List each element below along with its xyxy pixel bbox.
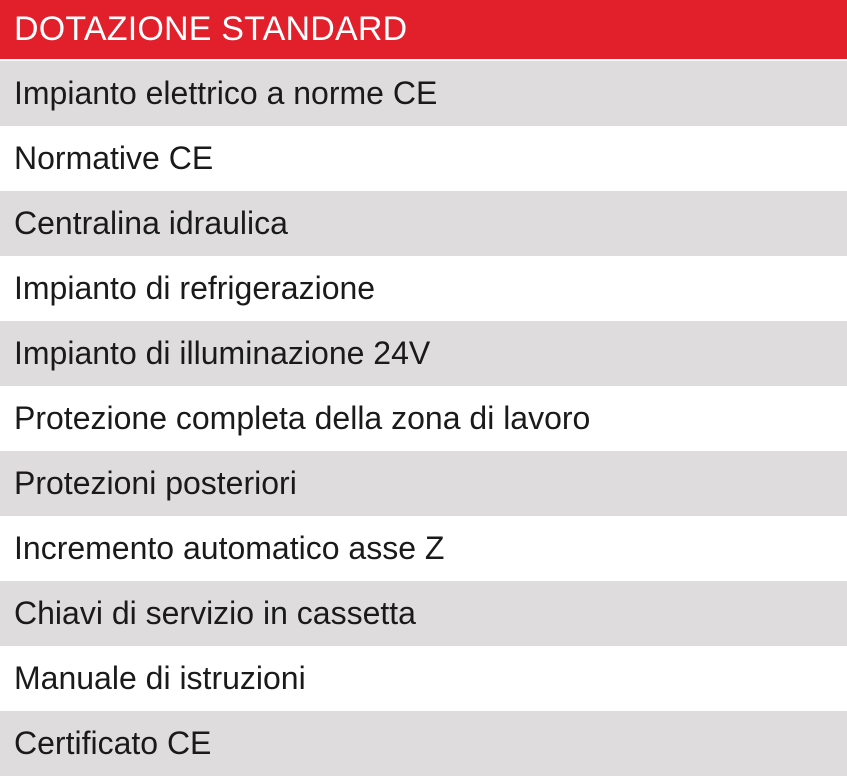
table-row bbox=[0, 646, 847, 711]
table-row bbox=[0, 581, 847, 646]
table-row bbox=[0, 256, 847, 321]
row-label: Chiavi di servizio in cassetta bbox=[14, 595, 416, 631]
table-title: DOTAZIONE STANDARD bbox=[14, 10, 408, 48]
row-label: Centralina idraulica bbox=[14, 205, 288, 241]
row-label: Impianto di refrigerazione bbox=[14, 270, 376, 306]
table-body bbox=[0, 61, 847, 776]
row-label: Protezioni posteriori bbox=[14, 465, 297, 501]
table-row bbox=[0, 126, 847, 191]
row-label: Manuale di istruzioni bbox=[14, 660, 306, 696]
table-row bbox=[0, 61, 847, 126]
row-label: Impianto di illuminazione 24V bbox=[14, 335, 431, 371]
table-row bbox=[0, 386, 847, 451]
row-label: Normative CE bbox=[14, 140, 214, 176]
row-label: Incremento automatico asse Z bbox=[14, 530, 445, 566]
row-label: Certificato CE bbox=[14, 725, 212, 761]
table-row bbox=[0, 451, 847, 516]
table-row bbox=[0, 516, 847, 581]
table-row bbox=[0, 321, 847, 386]
row-label: Protezione completa della zona di lavoro bbox=[14, 400, 591, 436]
table-row bbox=[0, 191, 847, 256]
table-header bbox=[0, 0, 847, 61]
row-label: Impianto elettrico a norme CE bbox=[14, 75, 438, 111]
table-row bbox=[0, 711, 847, 776]
